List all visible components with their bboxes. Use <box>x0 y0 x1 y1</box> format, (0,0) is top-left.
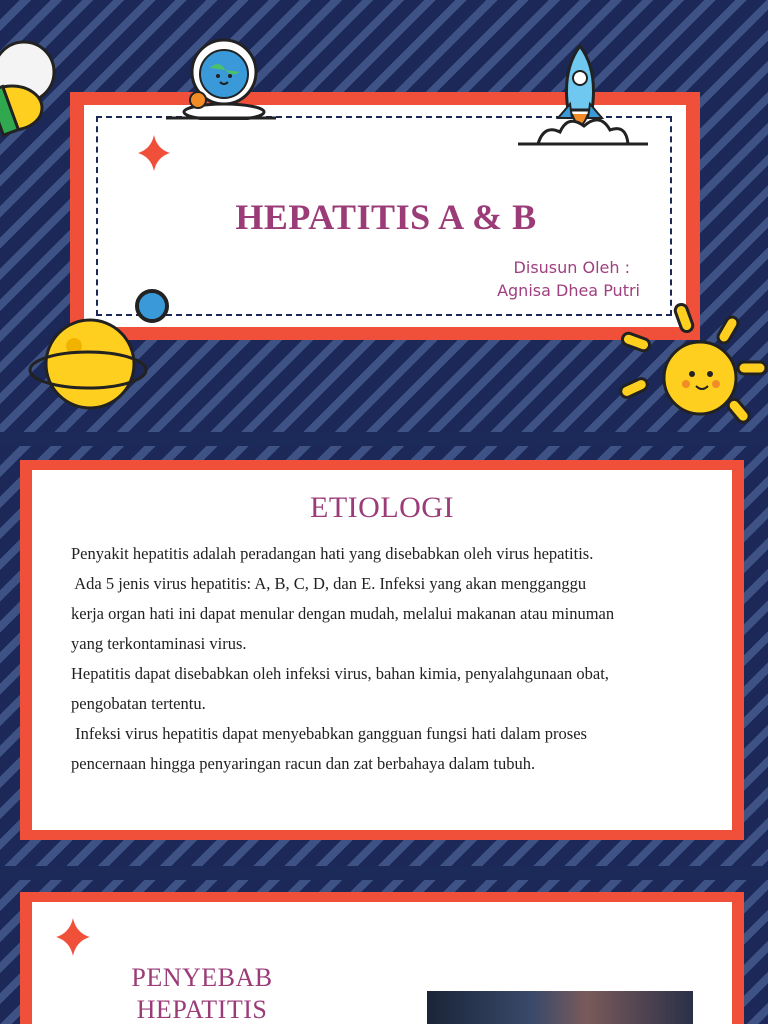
paragraph-line: kerja organ hati ini dapat menular dengan mudah, melalui makanan atau minuman <box>71 604 615 623</box>
paragraph-line: Penyakit hepatitis adalah peradangan hati yang disebabkan oleh virus hepatitis. <box>71 544 594 563</box>
ufo-icon <box>0 28 70 138</box>
paragraph-line: Infeksi virus hepatitis dapat menyebabkan gangguan fungsi hati dalam proses <box>71 724 587 743</box>
paragraph-line: Ada 5 jenis virus hepatitis: A, B, C, D, dan E. Infeksi yang akan mengganggu <box>71 574 587 593</box>
title-slide <box>0 0 768 432</box>
etiologi-slide <box>0 446 768 866</box>
planet-icon <box>26 316 150 416</box>
page-title: HEPATITIS A & B <box>235 197 537 237</box>
section-title <box>92 962 312 1024</box>
title-line: PENYEBAB <box>131 963 273 992</box>
astronaut-globe-icon <box>166 38 276 120</box>
paragraph-line: pengobatan tertentu. <box>71 694 206 713</box>
sparkle-icon <box>136 133 174 173</box>
paragraph-line: yang terkontaminasi virus. <box>71 634 247 653</box>
title-line: HEPATITIS <box>136 995 268 1024</box>
author-label: Disusun Oleh : <box>513 258 630 277</box>
penyebab-slide <box>0 880 768 1024</box>
sparkle-icon <box>54 916 94 958</box>
sun-icon <box>612 302 768 432</box>
paragraph-line: pencernaan hingga penyaringan racun dan zat berbahaya dalam tubuh. <box>71 754 536 773</box>
paragraph-line: Hepatitis dapat disebabkan oleh infeksi virus, bahan kimia, penyalahgunaan obat, <box>71 664 609 683</box>
author-name: Agnisa Dhea Putri <box>497 281 640 300</box>
liver-image <box>427 991 693 1024</box>
section-title: ETIOLOGI <box>310 491 454 524</box>
rocket-icon <box>518 44 648 150</box>
etiologi-paragraph <box>71 539 711 779</box>
